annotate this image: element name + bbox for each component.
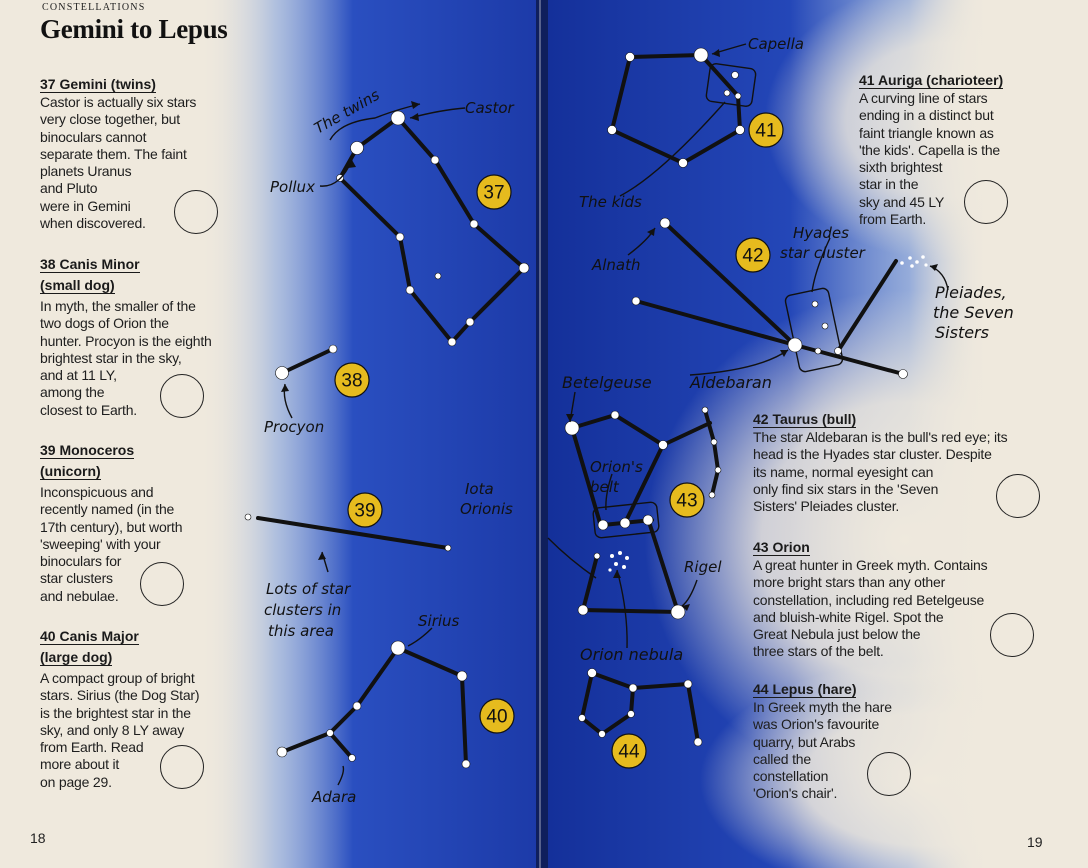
entry-title: 38 Canis Minor xyxy=(40,256,140,272)
entry-subtitle: (unicorn) xyxy=(40,463,101,479)
entry-title: 43 Orion xyxy=(753,539,810,555)
label-castor: Castor xyxy=(465,99,514,117)
label-orionis: Orionis xyxy=(460,500,513,518)
entry-orion xyxy=(753,537,1083,661)
checkbox-taurus[interactable] xyxy=(996,474,1040,518)
label-this-area: this area xyxy=(268,622,334,640)
entry-subtitle: (small dog) xyxy=(40,277,115,293)
entry-text: The star Aldebaran is the bull's red eye; its head is the Hyades star cluster. Despite its name, normal eyesight can only find six stars in the 'Seven Sisters' Pleiades cluster. xyxy=(753,429,1008,515)
label-lots-of-star: Lots of star xyxy=(266,580,351,598)
svg-text:44: 44 xyxy=(618,741,640,763)
entry-auriga xyxy=(859,70,1059,228)
marker-42 xyxy=(736,238,770,272)
entry-text: A great hunter in Greek myth. Contains more bright stars than any other constellation, including red Betelgeuse and bluish-white Rigel. Spot the Great Nebula just below the three stars of the belt. xyxy=(753,557,988,660)
svg-text:41: 41 xyxy=(755,120,777,142)
marker-39 xyxy=(348,493,382,527)
svg-text:43: 43 xyxy=(676,490,698,512)
checkbox-canis-minor[interactable] xyxy=(160,374,204,418)
checkbox-lepus[interactable] xyxy=(867,752,911,796)
marker-37 xyxy=(477,175,511,209)
entry-title: 39 Monoceros xyxy=(40,442,135,458)
label-adara: Adara xyxy=(312,788,357,806)
svg-text:37: 37 xyxy=(483,182,505,204)
page-number-right: 19 xyxy=(1027,834,1043,850)
label-pleiades: Pleiades, xyxy=(935,283,1007,302)
entry-text: In Greek myth the hare was Orion's favourite quarry, but Arabs called the constellation 'Orion's chair'. xyxy=(753,699,892,802)
svg-text:40: 40 xyxy=(486,706,508,728)
entry-text: Castor is actually six stars very close together, but binoculars cannot separate them. The faint planets Uranus and Pluto were in Gemini when discovered. xyxy=(40,94,197,232)
entry-gemini xyxy=(40,74,250,232)
entry-title: 42 Taurus (bull) xyxy=(753,411,857,427)
page-title: Gemini to Lepus xyxy=(40,14,228,44)
entry-canis-minor xyxy=(40,254,250,419)
label-sisters: Sisters xyxy=(935,323,989,342)
entry-canis-major xyxy=(40,626,250,791)
svg-text:42: 42 xyxy=(742,245,764,267)
section-kicker: CONSTELLATIONS xyxy=(42,2,146,13)
label-hyades: Hyades xyxy=(793,224,849,242)
marker-40 xyxy=(480,699,514,733)
label-belt: belt xyxy=(590,478,619,496)
label-pollux: Pollux xyxy=(270,178,315,196)
entry-title: 41 Auriga (charioteer) xyxy=(859,72,1004,88)
label-the-twins: The twins xyxy=(311,85,383,138)
label-iota: Iota xyxy=(465,480,494,498)
label-orions: Orion's xyxy=(590,458,643,476)
entry-text: In myth, the smaller of the two dogs of Orion the hunter. Procyon is the eighth brightest star in the sky, and at 11 LY, among the closest to Earth. xyxy=(40,298,212,418)
marker-44 xyxy=(612,734,646,768)
entry-subtitle: (large dog) xyxy=(40,649,113,665)
marker-43 xyxy=(670,483,704,517)
checkbox-auriga[interactable] xyxy=(964,180,1008,224)
svg-text:39: 39 xyxy=(354,500,376,522)
page-number-left: 18 xyxy=(30,830,46,846)
entry-text: Inconspicuous and recently named (in the 17th century), but worth 'sweeping' with your binoculars for star clusters and nebulae. xyxy=(40,484,183,604)
label-star-cluster: star cluster xyxy=(780,244,865,262)
entry-text: A curving line of stars ending in a distinct but faint triangle known as 'the kids'. Capella is the sixth brightest star in the sky and 45 LY from Earth. xyxy=(859,90,1001,228)
svg-text:38: 38 xyxy=(341,370,363,392)
label-the-kids: The kids xyxy=(579,193,642,211)
label-sirius: Sirius xyxy=(418,612,460,630)
entry-text: A compact group of bright stars. Sirius (the Dog Star) is the brightest star in the sky, and only 8 LY away from Earth. Read more about it on page 29. xyxy=(40,670,200,790)
marker-38 xyxy=(335,363,369,397)
entry-lepus xyxy=(753,679,953,803)
label-alnath: Alnath xyxy=(592,256,641,274)
entry-title: 44 Lepus (hare) xyxy=(753,681,857,697)
label-procyon: Procyon xyxy=(264,418,325,436)
entry-title: 40 Canis Major xyxy=(40,628,139,644)
checkbox-canis-major[interactable] xyxy=(160,745,204,789)
label-betelgeuse: Betelgeuse xyxy=(562,373,652,392)
label-capella: Capella xyxy=(748,35,804,53)
checkbox-orion[interactable] xyxy=(990,613,1034,657)
entry-title: 37 Gemini (twins) xyxy=(40,76,156,92)
label-orion-nebula: Orion nebula xyxy=(580,645,684,664)
label-the-seven: the Seven xyxy=(933,303,1014,322)
label-aldebaran: Aldebaran xyxy=(690,373,772,392)
checkbox-gemini[interactable] xyxy=(174,190,218,234)
label-clusters-in: clusters in xyxy=(264,601,342,619)
marker-41 xyxy=(749,113,783,147)
label-rigel: Rigel xyxy=(684,558,722,576)
checkbox-monoceros[interactable] xyxy=(140,562,184,606)
